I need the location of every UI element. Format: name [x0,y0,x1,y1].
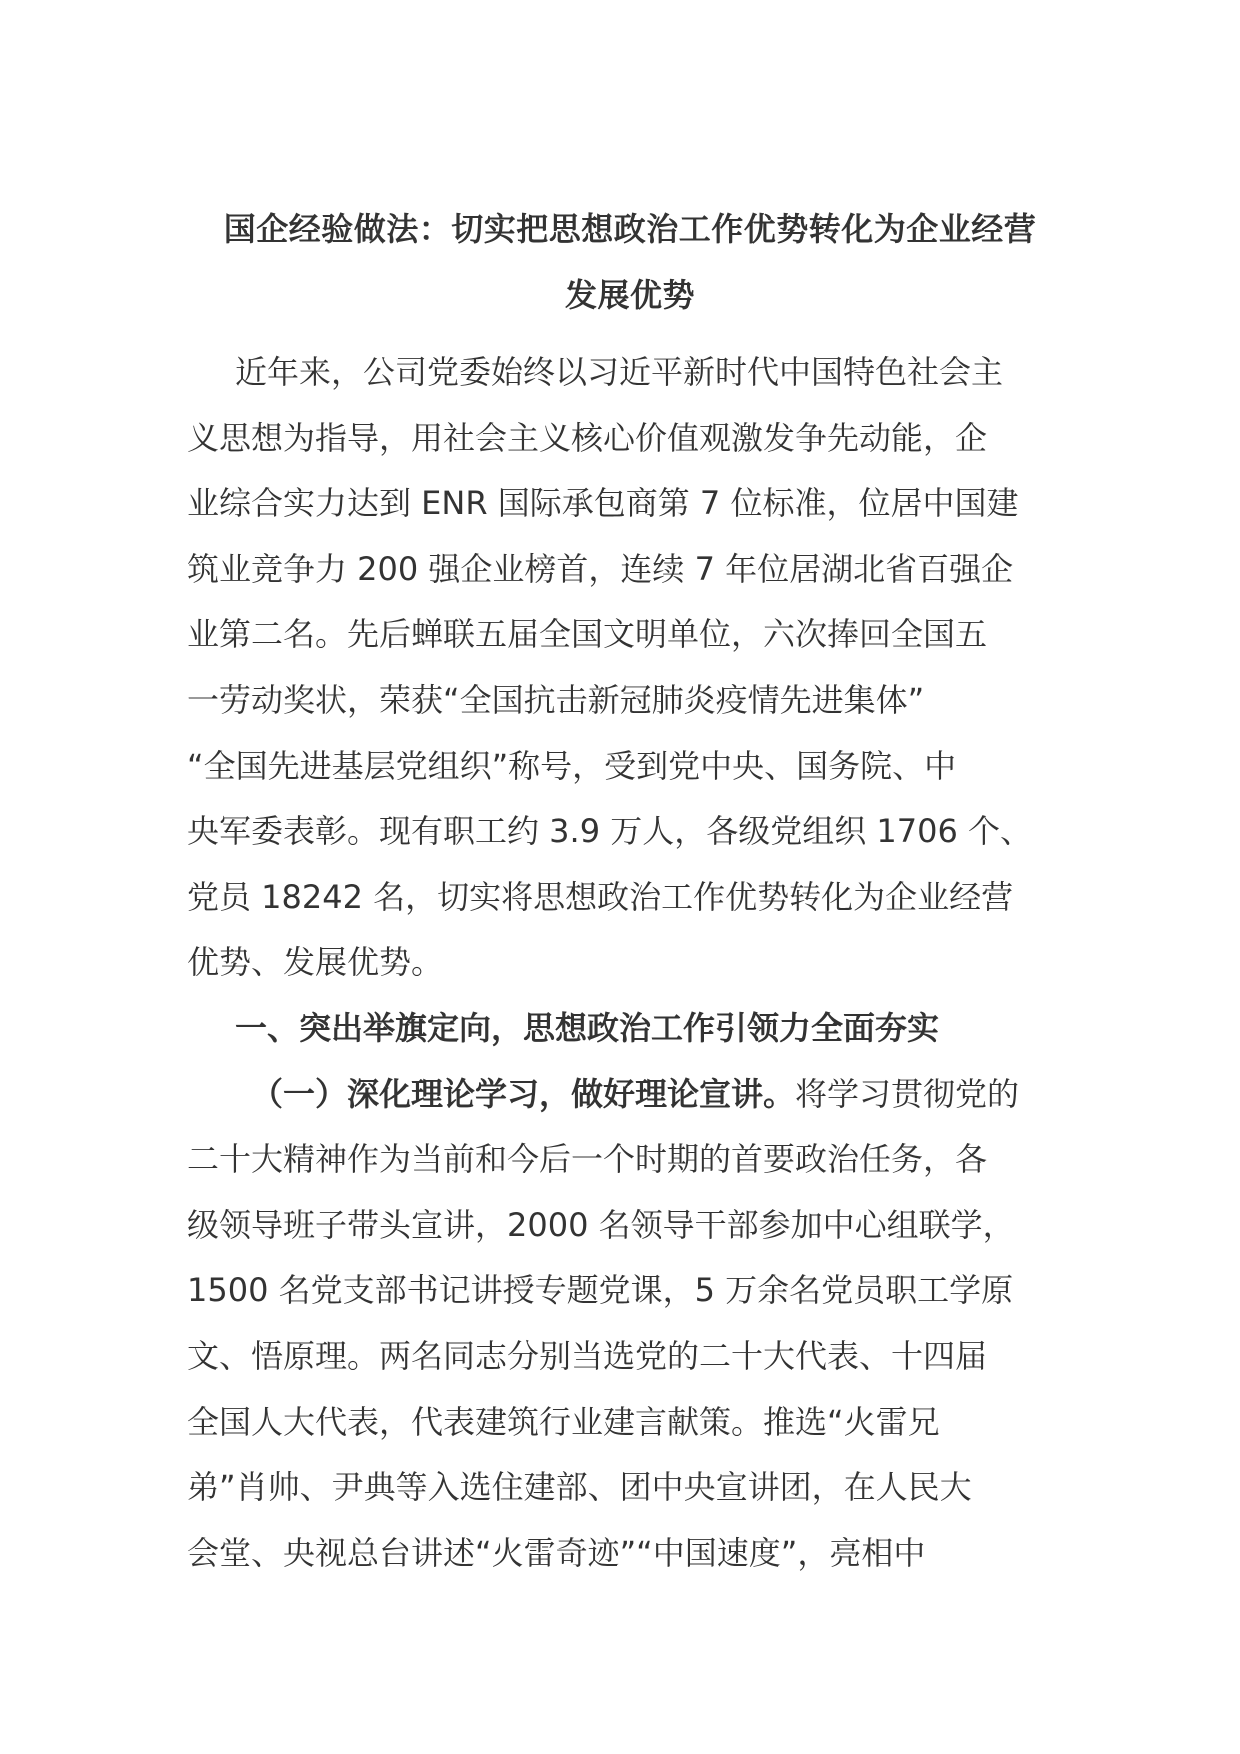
intro-line: “全国先进基层党组织”称号，受到党中央、国务院、中 [187,746,957,785]
subsection-line: 1500 名党支部书记讲授专题党课，5 万余名党员职工学原 [187,1271,1014,1310]
intro-line: 央军委表彰。现有职工约 3.9 万人，各级党组织 1706 个、 [187,812,1033,851]
intro-paragraph [187,340,1057,996]
intro-line: 业第二名。先后蝉联五届全国文明单位，六次捧回全国五 [187,615,988,654]
document-title [190,196,1070,327]
intro-line: 义思想为指导，用社会主义核心价值观激发争先动能，企 [187,418,988,457]
subsection-line: 弟”肖帅、尹典等入选住建部、团中央宣讲团，在人民大 [187,1468,972,1507]
section-heading: 一、突出举旗定向，思想政治工作引领力全面夯实 [235,1008,940,1047]
subsection-line: 会堂、央视总台讲述“火雷奇迹”“中国速度”，亮相中 [187,1533,926,1572]
title-line-2: 发展优势 [564,275,695,314]
intro-line: 筑业竞争力 200 强企业榜首，连续 7 年位居湖北省百强企 [187,549,1014,588]
title-line-1: 国企经验做法：切实把思想政治工作优势转化为企业经营 [223,210,1037,248]
subsection-first-line [187,1062,1057,1128]
subsection-line: 文、悟原理。两名同志分别当选党的二十大代表、十四届 [187,1336,988,1375]
intro-line: 业综合实力达到 ENR 国际承包商第 7 位标准，位居中国建 [187,484,1019,523]
subsection-line: 二十大精神作为当前和今后一个时期的首要政治任务，各 [187,1140,988,1179]
subsection-line: 级领导班子带头宣讲，2000 名领导干部参加中心组联学， [187,1205,1015,1244]
subsection-first-line-text: 将学习贯彻党的 [795,1074,1020,1113]
intro-line: 一劳动奖状，荣获“全国抗击新冠肺炎疫情先进集体” [187,680,925,719]
subsection-line: 全国人大代表，代表建筑行业建言献策。推选“火雷兄 [187,1402,940,1441]
subsection-paragraph [187,1062,1057,1587]
subsection-heading: （一）深化理论学习，做好理论宣讲。 [251,1074,796,1113]
intro-line: 近年来，公司党委始终以习近平新时代中国特色社会主 [235,353,1004,391]
document-body [187,340,1057,1586]
intro-line: 优势、发展优势。 [187,943,444,982]
intro-line: 党员 18242 名，切实将思想政治工作优势转化为企业经营 [187,877,1014,916]
